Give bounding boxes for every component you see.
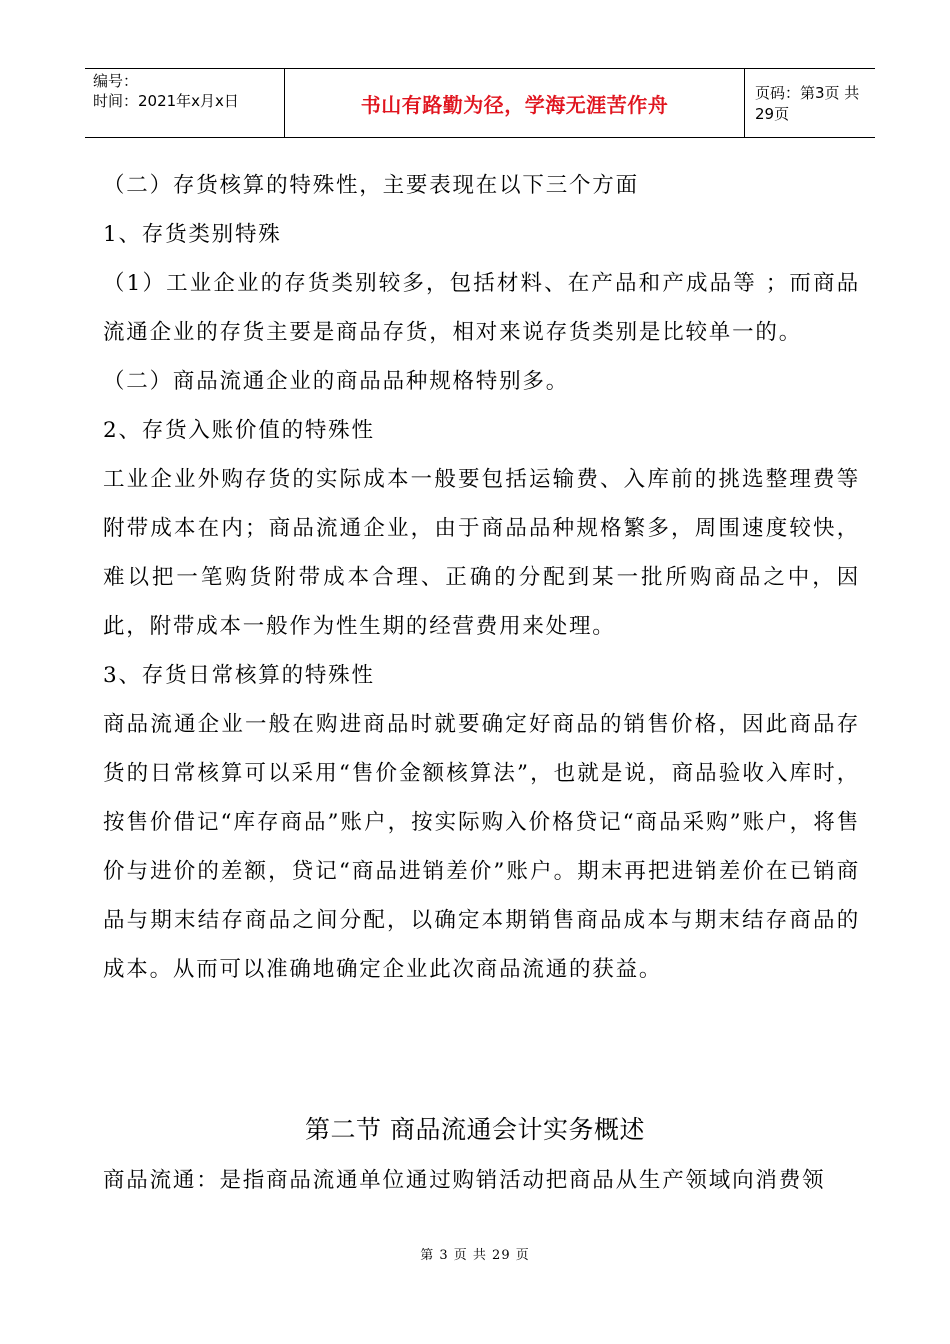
section-body: [103, 1156, 860, 1205]
document-body: [103, 161, 860, 994]
body-paragraph: 工业企业外购存货的实际成本一般要包括运输费、入库前的挑选整理费等 附带成本在内；商品流通企业，由于商品品种规格繁多，周围速度较快，难以把一笔购货附带成本合理、正确的分配到某一批所购商品之中，因此，附带成本一般作为性生期的经营费用来处理。: [103, 467, 860, 639]
item-heading: 1、存货类别特殊: [103, 222, 282, 247]
item-heading: 3、存货日常核算的特殊性: [103, 663, 375, 688]
body-paragraph: （二）商品流通企业的商品品种规格特别多。: [103, 369, 570, 394]
header-motto-cell: [285, 69, 745, 137]
item-heading: 2、存货入账价值的特殊性: [103, 418, 375, 443]
document-time-label: 时间：2021年x月x日: [93, 92, 239, 110]
body-paragraph: 商品流通：是指商品流通单位通过购销活动把商品从生产领域向消费领: [103, 1168, 826, 1193]
header-motto: 书山有路勤为径，学海无涯苦作舟: [360, 92, 669, 117]
page-header: [85, 68, 875, 138]
body-paragraph: （1）工业企业的存货类别较多，包括材料、在产品和产成品等 ；而商品流通企业的存货主要是商品存货，相对来说存货类别是比较单一的。: [103, 271, 860, 345]
body-paragraph: 商品流通企业一般在购进商品时就要确定好商品的销售价格，因此商品存货的日常核算可以采用“售价金额核算法”，也就是说，商品验收入库时，按售价借记“库存商品”账户，按实际购入价格贷记“商品采购”账户，将售价与进价的差额，贷记“商品进销差价”账户。期末再把进销差价在已销商品与期末结存商品之间分配，以确定本期销售商品成本与期末结存商品的成本。从而可以准确地确定企业此次商品流通的获益。: [103, 712, 860, 982]
header-page-label: 页码：第3页 共29页: [755, 84, 860, 123]
page-footer: 第 3 页 共 29 页: [420, 1248, 530, 1263]
subsection-heading: （二）存货核算的特殊性，主要表现在以下三个方面: [103, 173, 639, 198]
document-number-label: 编号：: [93, 72, 139, 90]
section-title: 第二节 商品流通会计实务概述: [305, 1115, 645, 1144]
header-meta: [85, 69, 285, 137]
